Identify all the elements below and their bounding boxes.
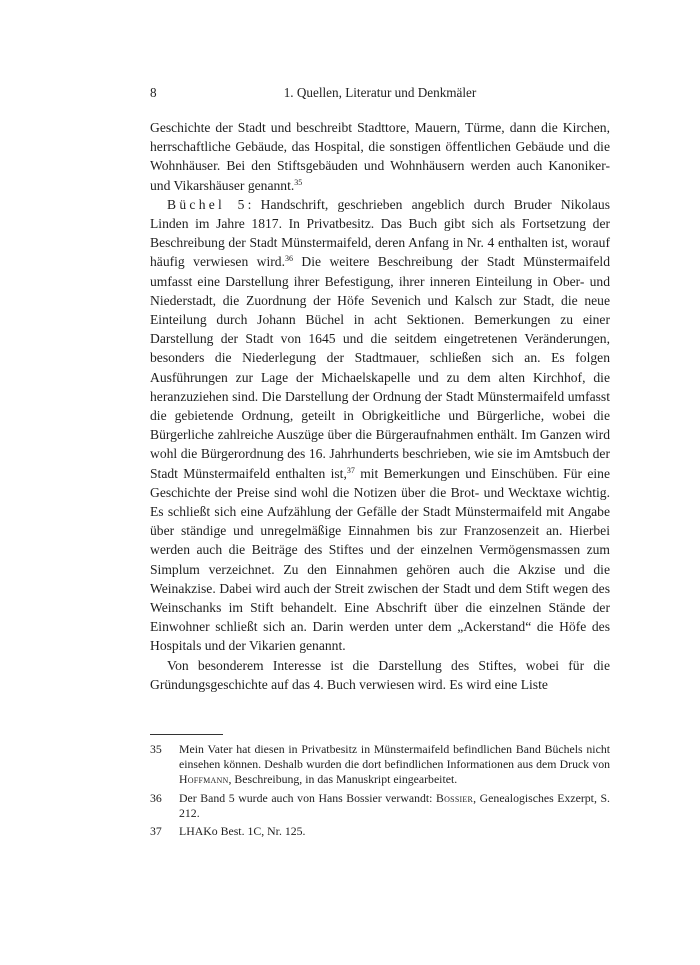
footnote-ref-37: 37: [346, 465, 355, 475]
paragraph-text: Von besonderem Interesse ist die Darstellung des Stiftes, wobei für die Gründungsgeschichte auf das 4. Buch verwiesen wird. Es wird eine Liste: [150, 657, 610, 692]
paragraph-text: mit Bemerkungen und Einschüben. Für eine Geschichte der Preise sind wohl die Notizen über die Brot- und Wecktaxe wichtig. Es schließt sich eine Aufzählung der Gefälle der Stadt Münstermaifeld mit Angabe über ständige und unregelmäßige Einnahmen bis zur Franzosenzeit an. Hierbei werden auch die Beiträge des Stiftes und der einzelnen Vermögensmassen zum Simplum verzeichnet. Zu den Einnahmen gehören auch die Akzise und die Weinakzise. Dabei wird auch der Streit zwischen der Stadt und dem Stift wegen des Weinschanks im Stift behandelt. Eine Abschrift über die einzelnen Stände der Einwohner schließt sich an. Darin werden unter dem „Ackerstand“ die Höfe des Hospitals und der Vikarien genannt.: [150, 465, 611, 654]
main-text: [150, 118, 610, 694]
paragraph-text: Die weitere Beschreibung der Stadt Münstermaifeld umfasst eine Darstellung ihrer Befestigung, ihrer inneren Einteilung in Ober- und Niederstadt, die Zuordnung der Höfe Sevenich und Kalsch zur Stadt, die neue Einteilung durch Johann Büchel in acht Sektionen. Bemerkungen zu einer Darstellung der Stadt von 1645 und die seitdem eingetretenen Veränderungen, besonders die Niederlegung der Stadtmauer, schließen sich an. Es folgen Ausführungen zur Lage der Michaelskapelle und zu dem alten Kirchhof, die heranzuziehen sind. Die Darstellung der Ordnung der Stadt Münstermaifeld umfasst die gebietende Ordnung, geteilt in Obrigkeitliche und Bürgerliche, wobei die Bürgerliche zahlreiche Auszüge über die Bürgeraufnahmen enthält. Im Ganzen wird wohl die Bürgerordnung des 16. Jahrhunderts beschrieben, wie sie im Amtsbuch der Stadt Münstermaifeld enthalten ist,: [150, 254, 611, 481]
footnote-text: , Genealogisches Exzerpt, S. 212.: [179, 790, 611, 820]
paragraph-stift: [150, 656, 610, 694]
author-name: Bossier: [436, 790, 474, 805]
footnote-35: [150, 742, 610, 788]
footnote-number: 35: [150, 742, 162, 756]
spaced-lead-term: Büchel 5: [167, 196, 248, 212]
paragraph-text: : Handschrift, geschrieben angeblich durch Bruder Nikolaus Linden im Jahre 1817. In Privatbesitz. Das Buch gibt sich als Fortsetzung der Beschreibung der Stadt Münstermaifeld, deren Anfang in Nr. 4 enthalten ist, worauf häufig verwiesen wird.: [150, 196, 610, 270]
footnote-text: Der Band 5 wurde auch von Hans Bossier verwandt:: [179, 790, 437, 805]
footnote-text: , Beschreibung, in das Manuskript eingearbeitet.: [228, 772, 458, 787]
footnote-37: [150, 824, 610, 839]
footnote-ref-36: 36: [285, 254, 293, 264]
footnote-ref-35: 35: [294, 177, 303, 187]
footnotes: [150, 742, 610, 842]
footnote-separator: [150, 734, 223, 735]
page-header: [150, 83, 610, 103]
running-title: 1. Quellen, Literatur und Denkmäler: [283, 85, 477, 100]
footnote-number: 36: [150, 790, 162, 805]
footnote-text: LHAKo Best. 1C, Nr. 125.: [179, 824, 306, 839]
footnote-36: [150, 791, 610, 821]
paragraph-buechel-5: [150, 195, 610, 656]
paragraph-continuation: [150, 118, 610, 195]
footnote-number: 37: [150, 824, 162, 839]
page-number: 8: [150, 85, 157, 100]
author-name: Hoffmann: [179, 772, 229, 787]
footnote-text: Mein Vater hat diesen in Privatbesitz in Münstermaifeld befindlichen Band Büchels nicht einsehen können. Deshalb wurden die dort befindlichen Informationen aus dem Druck von: [179, 742, 610, 772]
paragraph-text: Geschichte der Stadt und beschreibt Stadttore, Mauern, Türme, dann die Kirchen, herrschaftliche Gebäude, das Hospital, die sonstigen öffentlichen Gebäude und die Wohnhäuser. Bei den Stiftsgebäuden und Wohnhäusern werden auch Kanoniker- und Vikarshäuser genannt.: [150, 120, 610, 193]
